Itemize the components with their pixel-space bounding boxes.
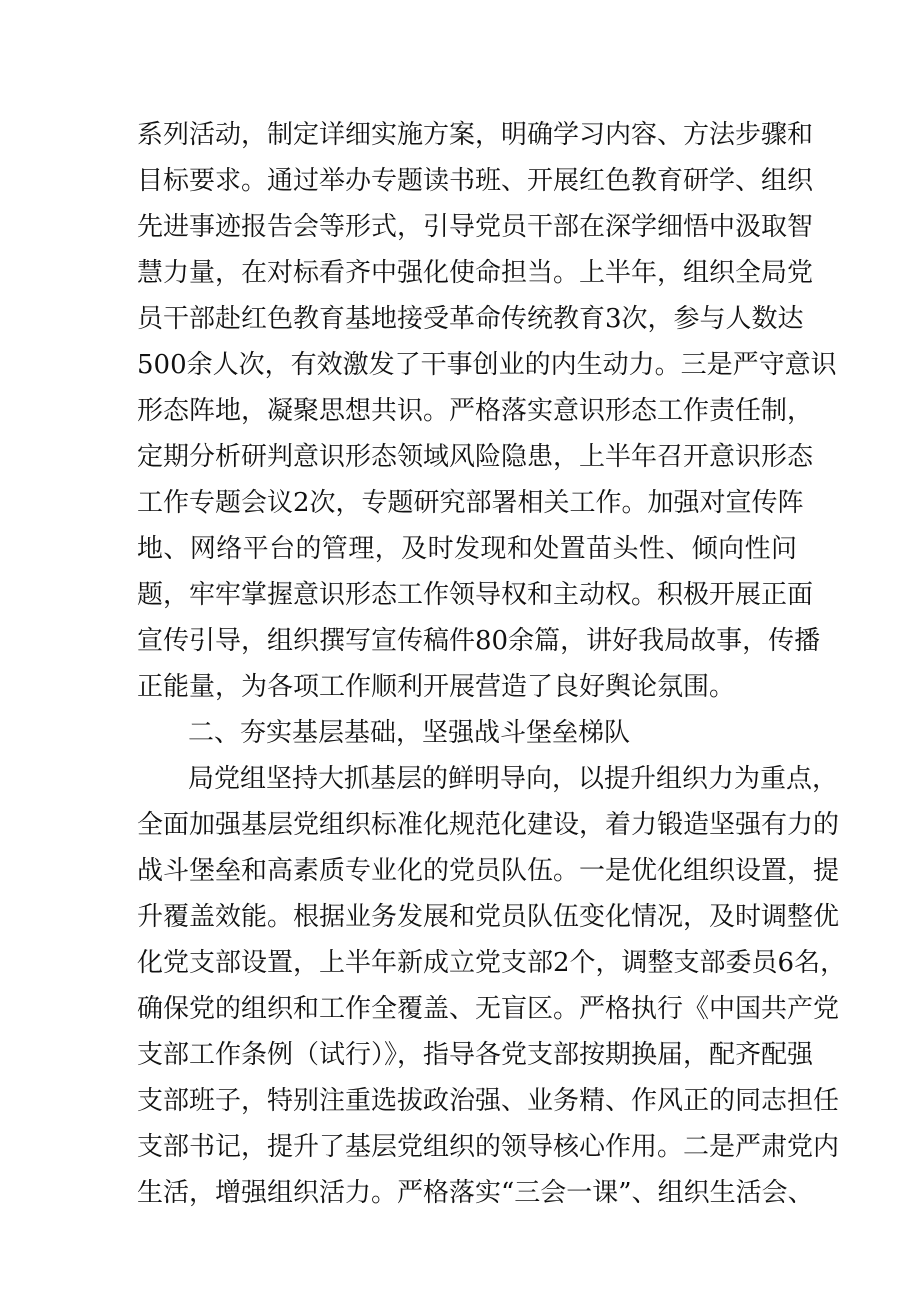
text-line: 慧力量，在对标看齐中强化使命担当。上半年，组织全局党: [137, 258, 814, 288]
text-line: 支部班子，特别注重选拔政治强、业务精、作风正的同志担任: [137, 1086, 840, 1116]
text-line: 全面加强基层党组织标准化规范化建设，着力锻造坚强有力的: [137, 810, 840, 840]
text-line: 题，牢牢掌握意识形态工作领导权和主动权。积极开展正面: [137, 580, 814, 610]
text-line: 确保党的组织和工作全覆盖、无盲区。严格执行《中国共产党: [137, 994, 840, 1024]
text-line: 生活，增强组织活力。严格落实“三会一课”、组织生活会、: [137, 1178, 814, 1208]
text-line: 定期分析研判意识形态领域风险隐患，上半年召开意识形态: [137, 442, 814, 472]
text-line: 正能量，为各项工作顺利开展营造了良好舆论氛围。: [137, 672, 736, 702]
text-line: 战斗堡垒和高素质专业化的党员队伍。一是优化组织设置，提: [137, 856, 840, 886]
text-line: 系列活动，制定详细实施方案，明确学习内容、方法步骤和: [137, 120, 814, 150]
text-line: 支部书记，提升了基层党组织的领导核心作用。二是严肃党内: [137, 1132, 840, 1162]
text-line: 化党支部设置，上半年新成立党支部2个，调整支部委员6名，: [137, 948, 847, 978]
text-line: 地、网络平台的管理，及时发现和处置苗头性、倾向性问: [137, 534, 797, 564]
section-heading: 二、夯实基层基础，坚强战斗堡垒梯队: [188, 718, 631, 748]
text-line: 目标要求。通过举办专题读书班、开展红色教育研学、组织: [137, 166, 814, 196]
text-line: 支部工作条例（试行）》，指导各党支部按期换届，配齐配强: [137, 1040, 814, 1070]
text-line: 500余人次，有效激发了干事创业的内生动力。三是严守意识: [137, 350, 837, 380]
text-line: 先进事迹报告会等形式，引导党员干部在深学细悟中汲取智: [137, 212, 814, 242]
text-line: 升覆盖效能。根据业务发展和党员队伍变化情况，及时调整优: [137, 902, 840, 932]
text-line: 形态阵地，凝聚思想共识。严格落实意识形态工作责任制，: [137, 396, 814, 426]
text-line: 员干部赴红色教育基地接受革命传统教育3次，参与人数达: [137, 304, 804, 334]
text-line: 局党组坚持大抓基层的鲜明导向，以提升组织力为重点，: [188, 764, 839, 794]
text-line: 宣传引导，组织撰写宣传稿件80余篇，讲好我局故事，传播: [137, 626, 821, 656]
text-line: 工作专题会议2次，专题研究部署相关工作。加强对宣传阵: [137, 488, 804, 518]
